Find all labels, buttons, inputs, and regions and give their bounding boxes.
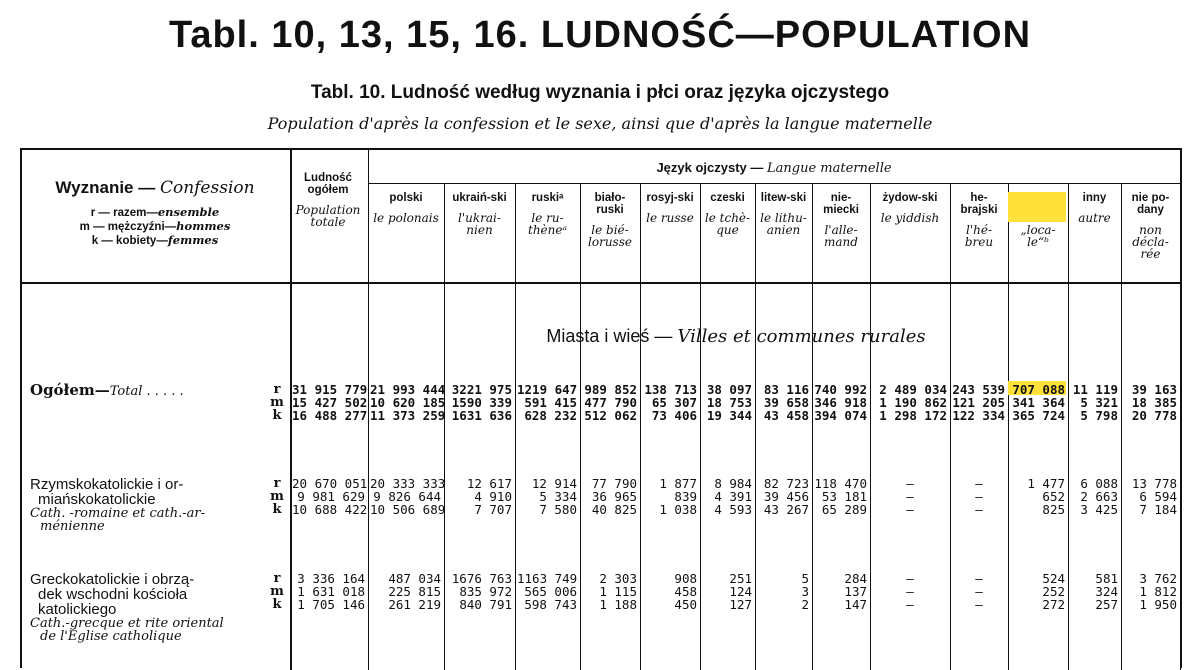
language-name-fr: l'hé-breu (964, 223, 994, 249)
table-cell: 2 303 (599, 571, 637, 586)
table-cell: 524 (1042, 571, 1065, 586)
table-cell: 21 993 444 (370, 382, 446, 397)
table-cell: 1 477 (1027, 476, 1065, 491)
table-cell: 707 088 (1012, 382, 1065, 397)
table-cell: 450 (674, 597, 697, 612)
table-cell: 1163 749 (517, 571, 578, 586)
row-label-fr: Total . . . . . (109, 384, 184, 399)
legend-r: r — razem—ensemble (90, 205, 220, 219)
table-cell: 8 984 (714, 476, 752, 491)
language-name-pl: żydow-ski (882, 192, 938, 204)
sex-code: r (273, 382, 281, 397)
table-cell: 39 456 (763, 489, 809, 504)
table-cell: 38 097 (706, 382, 752, 397)
table-cell: 10 620 185 (370, 395, 446, 410)
language-col-header (642, 192, 698, 224)
table-cell: 1631 636 (451, 408, 512, 423)
table-cell: — (906, 489, 914, 504)
language-name-fr: le russe (646, 211, 694, 225)
table-cell: 122 334 (952, 408, 1005, 423)
table-cell: 628 232 (524, 408, 577, 423)
table-cell: 477 790 (584, 395, 637, 410)
table-cell: 18 753 (706, 395, 752, 410)
table-cell: 1590 339 (451, 395, 512, 410)
language-header: Język ojczysty — Langue maternelle (656, 160, 892, 176)
table-cell: — (906, 502, 914, 517)
legend-m: m — mężczyźni—hommes (79, 219, 231, 233)
table-cell: — (906, 476, 914, 491)
table-cell: 1 705 146 (297, 597, 365, 612)
table-cell: 5 798 (1080, 408, 1118, 423)
table-cell: 365 724 (1012, 408, 1065, 423)
table-cell: 40 825 (591, 502, 637, 517)
language-col-header (814, 192, 868, 248)
column-rule (368, 150, 369, 670)
table-cell: 4 910 (474, 489, 512, 504)
table-cell: 10 506 689 (370, 502, 446, 517)
table-cell: — (906, 571, 914, 586)
row-label-pl-line: miańskokatolickie (38, 491, 156, 508)
table-cell: 1676 763 (451, 571, 512, 586)
table-cell: 272 (1042, 597, 1065, 612)
table-cell: 3 (801, 584, 809, 599)
table-cell: 5 321 (1080, 395, 1118, 410)
table-cell: 6 594 (1139, 489, 1177, 504)
table-cell: 138 713 (644, 382, 697, 397)
language-name-fr: l'alle-mand (824, 223, 858, 249)
page-title: Tabl. 10, 13, 15, 16. LUDNOŚĆ—POPULATION (168, 14, 1032, 56)
table-cell: 840 791 (459, 597, 512, 612)
table-cell: 65 289 (821, 502, 867, 517)
table-cell: 5 334 (539, 489, 577, 504)
language-col-header (582, 192, 638, 248)
language-col-header (1070, 192, 1119, 224)
table-cell: 1 877 (659, 476, 697, 491)
table-cell: 1 812 (1139, 584, 1177, 599)
row-label-pl-line: Greckokatolickie i obrzą- (30, 571, 195, 588)
table-cell: 835 972 (459, 584, 512, 599)
table-cell: 4 593 (714, 502, 752, 517)
table-cell: 20 778 (1131, 408, 1177, 423)
table-cell: 12 617 (466, 476, 512, 491)
table-cell: 124 (729, 584, 752, 599)
column-rule (755, 184, 756, 670)
row-label-pl-line: Rzymskokatolickie i or- (30, 476, 184, 493)
language-name-pl: nie po-dany (1131, 192, 1170, 216)
table-cell: 20 333 333 (370, 476, 446, 491)
table-cell: 19 344 (706, 408, 752, 423)
column-rule (1008, 184, 1009, 670)
row-label-fr-line: de l'Église catholique (40, 629, 182, 644)
legend-k: k — kobiety—femmes (91, 233, 219, 247)
table-cell: — (975, 584, 983, 599)
language-name-fr: le bié-lorusse (588, 223, 632, 249)
table-cell: 1 188 (599, 597, 637, 612)
language-col-header (370, 192, 442, 224)
language-name-fr: le yiddish (880, 211, 940, 225)
table-cell: 341 364 (1012, 395, 1065, 410)
language-col-header (446, 192, 513, 236)
sex-code: m (270, 489, 284, 504)
row-label (30, 572, 224, 643)
table-cell: 121 205 (952, 395, 1005, 410)
table-cell: 3 336 164 (297, 571, 365, 586)
table-cell: 284 (844, 571, 867, 586)
table-cell: 3 425 (1080, 502, 1118, 517)
table-cell: 83 116 (763, 382, 809, 397)
sex-code: r (273, 571, 281, 586)
table-cell: 147 (844, 597, 867, 612)
table-cell: 251 (729, 571, 752, 586)
language-name-pl: ukraiń-ski (452, 192, 507, 204)
row-label-fr-line: Cath.-grecque et rite oriental (30, 616, 224, 631)
table-cell: 598 743 (524, 597, 577, 612)
sex-code: k (272, 502, 282, 517)
table-cell: 1 115 (599, 584, 637, 599)
language-name-fr: le lithu-anien (760, 211, 807, 237)
row-label-fr-line: Cath. -romaine et cath.-ar- (30, 506, 205, 521)
row-label (30, 477, 205, 533)
confession-title-fr: Confession (159, 178, 255, 198)
sex-code: k (272, 408, 282, 423)
language-name-fr: l'ukrai-nien (458, 211, 501, 237)
table-cell: 225 815 (388, 584, 441, 599)
table-cell: — (906, 597, 914, 612)
table-cell: 1 631 018 (297, 584, 365, 599)
table-cell: 346 918 (814, 395, 867, 410)
table-cell: 137 (844, 584, 867, 599)
row-label-pl: Ogółem— (30, 381, 110, 399)
table-cell: 39 163 (1131, 382, 1177, 397)
table-cell: 243 539 (952, 382, 1005, 397)
table-cell: — (975, 597, 983, 612)
table-cell: — (975, 476, 983, 491)
language-header-rule (368, 183, 1180, 184)
column-rule (580, 184, 581, 670)
table-cell: 11 119 (1072, 382, 1118, 397)
table-cell: 652 (1042, 489, 1065, 504)
table-cell: 1 950 (1139, 597, 1177, 612)
section-title: Miasta i wieś — Villes et communes rurales (546, 326, 926, 347)
language-name-fr: le polonais (373, 211, 439, 225)
row-label-fr-line: ménienne (40, 519, 105, 534)
language-name-pl: czeski (710, 192, 745, 204)
table-cell: 12 914 (531, 476, 577, 491)
table-cell: — (906, 584, 914, 599)
column-rule (812, 184, 813, 670)
table-cell: 581 (1095, 571, 1118, 586)
language-name-fr: non décla-rée (1132, 223, 1169, 261)
table-cell: 261 219 (388, 597, 441, 612)
sex-code: m (270, 584, 284, 599)
table-cell: 4 391 (714, 489, 752, 504)
table-cell: 252 (1042, 584, 1065, 599)
table-cell: 512 062 (584, 408, 637, 423)
table-cell: 2 489 034 (879, 382, 947, 397)
table-cell: 458 (674, 584, 697, 599)
sex-code: m (270, 395, 284, 410)
table-cell: 13 778 (1131, 476, 1177, 491)
language-col-header (517, 192, 578, 236)
table-cell: 118 470 (814, 476, 867, 491)
table-cell: — (975, 502, 983, 517)
table-cell: 9 826 644 (373, 489, 441, 504)
table-cell: 20 670 051 (292, 476, 368, 491)
table-cell: 5 (801, 571, 809, 586)
table-cell: 740 992 (814, 382, 867, 397)
table-cell: 1219 647 (517, 382, 578, 397)
table-cell: 6 088 (1080, 476, 1118, 491)
row-label (30, 383, 184, 398)
language-name-pl: biało-ruski (594, 192, 626, 216)
column-rule (1180, 184, 1181, 670)
table-cell: 257 (1095, 597, 1118, 612)
table-cell: — (975, 489, 983, 504)
table-cell: 53 181 (821, 489, 867, 504)
language-name-pl: he-brajski (960, 192, 998, 216)
table-cell: 77 790 (591, 476, 637, 491)
table-cell: 1 190 862 (879, 395, 947, 410)
table-cell: 11 373 259 (370, 408, 446, 423)
table-cell: 3 762 (1139, 571, 1177, 586)
row-label-pl-line: katolickiego (38, 601, 117, 618)
language-name-pl: ruskiᵃ (531, 192, 564, 204)
table-cell: 7 184 (1139, 502, 1177, 517)
table-cell: — (975, 571, 983, 586)
table-cell: 39 658 (763, 395, 809, 410)
table-cell: 487 034 (388, 571, 441, 586)
language-name-pl: rosyj-ski (646, 192, 694, 204)
language-name-fr: le ru-thèneᵃ (528, 211, 567, 237)
column-rule (640, 184, 641, 670)
table-cell: 394 074 (814, 408, 867, 423)
confession-title (26, 178, 284, 198)
confession-header (26, 178, 284, 248)
table-subtitle-fr: Population d'après la confession et le sexe, ainsi que d'après la langue maternelle (267, 114, 933, 133)
confession-title-pl: Wyznanie — (55, 178, 160, 197)
language-name-pl: nie-miecki (823, 192, 859, 216)
table-cell: 73 406 (651, 408, 697, 423)
table-cell: 2 663 (1080, 489, 1118, 504)
column-rule (515, 184, 516, 670)
language-col-header (757, 192, 810, 236)
tutejszy-header-highlight (1008, 192, 1066, 222)
column-rule (1121, 184, 1122, 670)
table-cell: 31 915 779 (292, 382, 368, 397)
sex-code: r (273, 476, 281, 491)
table-cell: 825 (1042, 502, 1065, 517)
table-cell: 65 307 (651, 395, 697, 410)
language-name-pl: inny (1082, 192, 1107, 204)
table-cell: 10 688 422 (292, 502, 368, 517)
table-cell: 2 (801, 597, 809, 612)
table-cell: 36 965 (591, 489, 637, 504)
table-cell: 18 385 (1131, 395, 1177, 410)
table-cell: 9 981 629 (297, 489, 365, 504)
table-cell: 82 723 (763, 476, 809, 491)
table-cell: 127 (729, 597, 752, 612)
column-rule (1068, 184, 1069, 670)
table-cell: 839 (674, 489, 697, 504)
sex-code: k (272, 597, 282, 612)
language-col-header (952, 192, 1006, 248)
total-population-header: Ludność ogółem Population totale (295, 172, 361, 229)
language-name-fr: „loca-le“ᵇ (1020, 223, 1056, 249)
table-cell: 989 852 (584, 382, 637, 397)
row-label-pl-line: dek wschodni kościoła (38, 586, 188, 603)
table-cell: 15 427 502 (292, 395, 368, 410)
table-cell: 1 038 (659, 502, 697, 517)
table-cell: 324 (1095, 584, 1118, 599)
table-cell: 565 006 (524, 584, 577, 599)
table-cell: 7 580 (539, 502, 577, 517)
column-rule (700, 184, 701, 670)
language-name-pl: polski (389, 192, 423, 204)
table-cell: 43 458 (763, 408, 809, 423)
language-name-fr: le tchè-que (704, 211, 751, 237)
language-name-fr: autre (1078, 211, 1111, 225)
table-cell: 591 415 (524, 395, 577, 410)
table-cell: 16 488 277 (292, 408, 368, 423)
column-rule (444, 184, 445, 670)
language-col-header (702, 192, 753, 236)
table-cell: 7 707 (474, 502, 512, 517)
table-cell: 1 298 172 (879, 408, 947, 423)
table-subtitle-pl: Tabl. 10. Ludność według wyznania i płci oraz języka ojczystego (310, 82, 890, 103)
language-col-header (872, 192, 948, 224)
header-bottom-rule (20, 282, 1182, 284)
table-cell: 908 (674, 571, 697, 586)
language-col-header (1123, 192, 1178, 260)
table-cell: 43 267 (763, 502, 809, 517)
language-name-pl: litew-ski (760, 192, 807, 204)
table-cell: 3221 975 (451, 382, 512, 397)
